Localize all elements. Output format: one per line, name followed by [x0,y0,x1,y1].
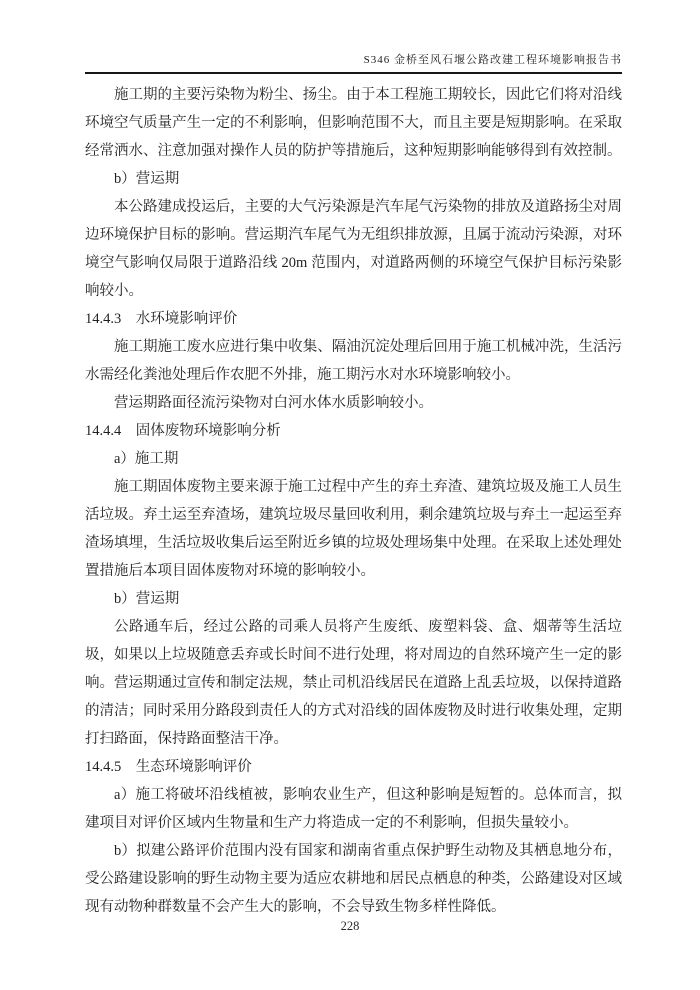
page-number: 228 [340,919,360,933]
section-heading: 14.4.5 生态环境影响评价 [85,759,252,775]
section-heading: 14.4.3 水环境影响评价 [85,311,238,327]
header-rule [85,72,622,74]
document-body [85,81,622,921]
page-header [85,53,622,68]
paragraph: 施工期施工废水应进行集中收集、隔油沉淀处理后回用于施工机械冲洗，生活污水需经化粪池处理后作农肥不外排，施工期污水对水环境影响较小。 [85,339,622,383]
paragraph: 本公路建成投运后，主要的大气污染源是汽车尾气污染物的排放及道路扬尘对周边环境保护目标的影响。营运期汽车尾气为无组织排放源，且属于流动污染源，对环境空气影响仅局限于道路沿线 20m 范围内，对道路两侧的环境空气保护目标污染影响较小。 [85,199,622,299]
section-heading: 14.4.4 固体废物环境影响分析 [85,423,281,439]
running-header-title: S346 金桥至风石堰公路改建工程环境影响报告书 [363,54,622,66]
sub-label: a）施工期 [114,451,179,467]
page-footer [0,916,700,936]
sub-label: b）营运期 [114,171,180,187]
paragraph: a）施工将破坏沿线植被，影响农业生产，但这种影响是短暂的。总体而言，拟建项目对评价区域内生物量和生产力将造成一定的不利影响，但损失量较小。 [85,787,622,831]
sub-label: b）营运期 [114,591,180,607]
paragraph: 营运期路面径流污染物对白河水体水质影响较小。 [114,395,433,411]
paragraph: 施工期固体废物主要来源于施工过程中产生的弃土弃渣、建筑垃圾及施工人员生活垃圾。弃土运至弃渣场，建筑垃圾尽量回收利用，剩余建筑垃圾与弃土一起运至弃渣场填埋，生活垃圾收集后运至附近乡镇的垃圾处理场集中处理。在采取上述处理处置措施后本项目固体废物对环境的影响较小。 [85,479,622,579]
paragraph: b）拟建公路评价范围内没有国家和湖南省重点保护野生动物及其栖息地分布，受公路建设影响的野生动物主要为适应农耕地和居民点栖息的种类，公路建设对区域现有动物种群数量不会产生大的影响，不会导致生物多样性降低。 [85,843,622,915]
paragraph: 施工期的主要污染物为粉尘、扬尘。由于本工程施工期较长，因此它们将对沿线环境空气质量产生一定的不利影响，但影响范围不大，而且主要是短期影响。在采取经常洒水、注意加强对操作人员的防护等措施后，这种短期影响能够得到有效控制。 [85,87,622,159]
paragraph: 公路通车后，经过公路的司乘人员将产生废纸、废塑料袋、盒、烟蒂等生活垃圾，如果以上垃圾随意丢弃或长时间不进行处理，将对周边的自然环境产生一定的影响。营运期通过宣传和制定法规，禁止司机沿线居民在道路上乱丢垃圾，以保持道路的清洁；同时采用分路段到责任人的方式对沿线的固体废物及时进行收集处理，定期打扫路面，保持路面整洁干净。 [85,619,622,747]
